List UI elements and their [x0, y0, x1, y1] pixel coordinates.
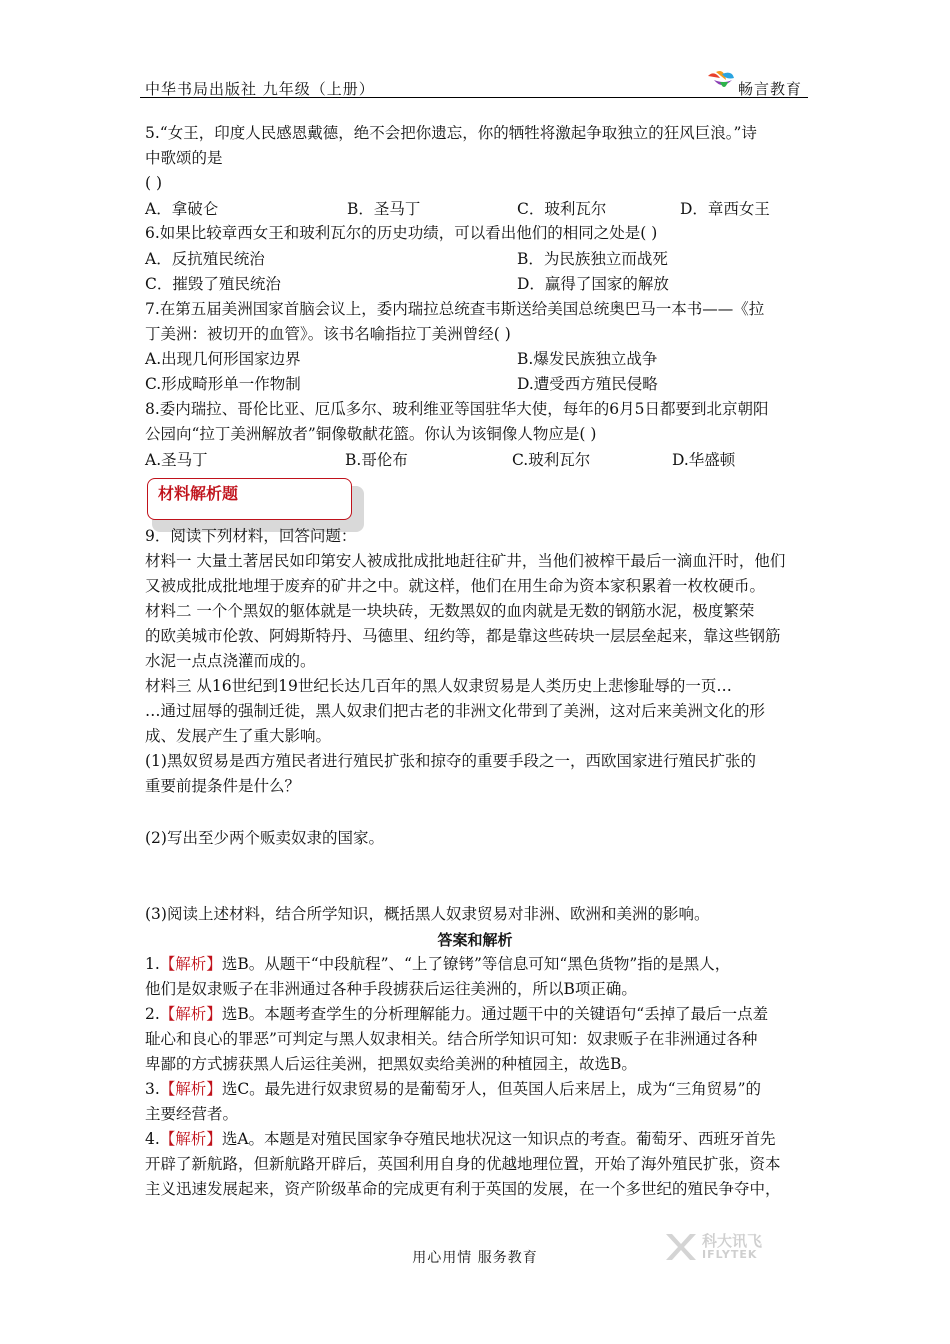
analysis-tag: 【解析】 — [159, 955, 222, 973]
q8-option-c: C.玻利瓦尔 — [512, 451, 591, 469]
q9-line: 的欧美城市伦敦、阿姆斯特丹、马德里、纽约等，都是靠这些砖块一层层垒起来，靠这些钢筋 — [145, 627, 781, 645]
q8-text-line2: 公园向“拉丁美洲解放者”铜像敬献花篮。你认为该铜像人物应是( ) — [145, 425, 597, 443]
q7-text-line1: 7.在第五届美洲国家首脑会议上，委内瑞拉总统查韦斯送给美国总统奥巴马一本书——《拉 — [145, 300, 765, 318]
q5-option-b: B．圣马丁 — [347, 200, 421, 218]
iflytek-brand-en: IFLYTEK — [702, 1248, 758, 1261]
analysis-tag: 【解析】 — [159, 1130, 222, 1148]
answer-text: 卑鄙的方式掳获黑人后运往美洲，把黑奴卖给美洲的种植园主，故选B。 — [145, 1055, 637, 1073]
footer-slogan: 用心用情 服务教育 — [412, 1250, 538, 1266]
answer-4-line — [145, 1129, 776, 1149]
analysis-tag: 【解析】 — [159, 1080, 222, 1098]
q9-line: …通过屈辱的强制迁徙，黑人奴隶们把古老的非洲文化带到了美洲，这对后来美洲文化的形 — [145, 702, 766, 720]
answer-2-line — [145, 1004, 768, 1024]
q5-text-line1: 5.“女王，印度人民感恩戴德，绝不会把你遗忘，你的牺牲将激起争取独立的狂风巨浪。”诗 — [145, 124, 757, 142]
answer-text: 开辟了新航路，但新航路开辟后，英国利用自身的优越地理位置，开始了海外殖民扩张，资本 — [145, 1155, 781, 1173]
q9-line: 材料二 一个个黑奴的躯体就是一块块砖，无数黑奴的血肉就是无数的钢筋水泥，极度繁荣 — [145, 602, 755, 620]
answer-number: 1. — [145, 955, 160, 973]
q9-line: (1)黑奴贸易是西方殖民者进行殖民扩张和掠夺的重要手段之一，西欧国家进行殖民扩张的 — [145, 752, 756, 770]
header-divider — [140, 97, 808, 98]
answer-text: 选A。本题是对殖民国家争夺殖民地状况这一知识点的考查。葡萄牙、西班牙首先 — [221, 1130, 776, 1148]
q5-option-d: D．章西女王 — [680, 200, 770, 218]
header-brand: 畅言教育 — [738, 80, 803, 98]
q7-text-line2: 丁美洲：被切开的血管》。该书名喻指拉丁美洲曾经( ) — [145, 325, 511, 343]
q8-option-a: A.圣马丁 — [145, 451, 208, 469]
answer-number: 4. — [145, 1130, 160, 1148]
q8-option-b: B.哥伦布 — [345, 451, 408, 469]
answer-text: 他们是奴隶贩子在非洲通过各种手段掳获后运往美洲的，所以B项正确。 — [145, 980, 637, 998]
bird-logo-icon — [706, 68, 736, 92]
q5-option-c: C．玻利瓦尔 — [517, 200, 607, 218]
q9-line: 又被成批成批地埋于废弃的矿井之中。就这样，他们在用生命为资本家积累着一枚枚硬币。 — [145, 577, 766, 595]
q8-option-d: D.华盛顿 — [672, 451, 736, 469]
answer-text: 主义迅速发展起来，资产阶级革命的完成更有利于英国的发展，在一个多世纪的殖民争夺中， — [145, 1180, 781, 1198]
answer-3-line — [145, 1079, 761, 1099]
analysis-tag: 【解析】 — [159, 1005, 222, 1023]
q6-option-b: B．为民族独立而战死 — [517, 250, 668, 268]
q7-option-d: D.遭受西方殖民侵略 — [517, 375, 658, 393]
q6-option-a: A．反抗殖民统治 — [145, 250, 265, 268]
answer-number: 2. — [145, 1005, 160, 1023]
q5-bracket: ( ) — [145, 174, 163, 192]
q8-text-line1: 8.委内瑞拉、哥伦比亚、厄瓜多尔、玻利维亚等国驻华大使，每年的6月5日都要到北京朝阳 — [145, 400, 769, 418]
q6-option-d: D．赢得了国家的解放 — [517, 275, 669, 293]
q9-sub2: (2)写出至少两个贩卖奴隶的国家。 — [145, 829, 384, 847]
q5-option-a: A．拿破仑 — [145, 200, 219, 218]
q7-option-c: C.形成畸形单一作物制 — [145, 375, 301, 393]
answer-text: 主要经营者。 — [145, 1105, 239, 1123]
header-publisher: 中华书局出版社 九年级（上册） — [145, 80, 375, 98]
q9-line: 水泥一点点浇灌而成的。 — [145, 652, 316, 670]
answer-text: 耻心和良心的罪恶”可判定与黑人奴隶相关。结合所学知识可知：奴隶贩子在非洲通过各种 — [145, 1030, 758, 1048]
q6-text: 6.如果比较章西女王和玻利瓦尔的历史功绩，可以看出他们的相同之处是( ) — [145, 224, 658, 242]
answer-1-line — [145, 954, 730, 974]
q9-line: 材料一 大量土著居民如印第安人被成批成批地赶往矿井，当他们被榨干最后一滴血汗时，他们 — [145, 552, 786, 570]
answers-title: 答案和解析 — [437, 931, 513, 949]
answer-text: 选B。从题干“中段航程”、“上了镣铐”等信息可知“黑色货物”指的是黑人， — [221, 955, 731, 973]
q9-line: 成、发展产生了重大影响。 — [145, 727, 332, 745]
answer-text: 选B。本题考查学生的分析理解能力。通过题干中的关键语句“丢掉了最后一点羞 — [221, 1005, 769, 1023]
q9-line: 材料三 从16世纪到19世纪长达几百年的黑人奴隶贸易是人类历史上悲惨耻辱的一页… — [145, 677, 732, 695]
q7-option-a: A.出现几何形国家边界 — [145, 350, 301, 368]
answer-text: 选C。最先进行奴隶贸易的是葡萄牙人，但英国人后来居上，成为“三角贸易”的 — [221, 1080, 762, 1098]
q9-sub3: (3)阅读上述材料，结合所学知识，概括黑人奴隶贸易对非洲、欧洲和美洲的影响。 — [145, 905, 710, 923]
section-heading: 材料解析题 — [158, 484, 239, 503]
q5-text-line2: 中歌颂的是 — [145, 149, 223, 167]
q9-line: 9．阅读下列材料，回答问题： — [145, 527, 357, 545]
q6-option-c: C．摧毁了殖民统治 — [145, 275, 281, 293]
iflytek-x-icon — [664, 1232, 698, 1262]
answer-number: 3. — [145, 1080, 160, 1098]
iflytek-brand-cn: 科大讯飞 — [702, 1232, 763, 1250]
q7-option-b: B.爆发民族独立战争 — [517, 350, 658, 368]
q9-line: 重要前提条件是什么？ — [145, 777, 301, 795]
